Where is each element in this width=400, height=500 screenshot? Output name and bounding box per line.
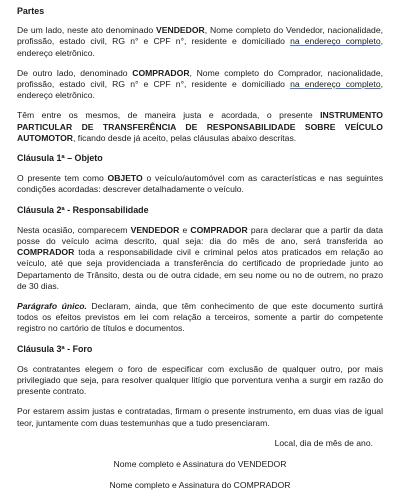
paragraph-instrumento: Têm entre os mesmos, de maneira justa e acordada, o presente INSTRUMENTO PARTICULAR DE TRANSFERÊNCIA DE RESPONSABILIDADE SOBRE VEÍCULO AUTOMOTOR, ficando desde já aceito, pelas cláusulas abaixo descritas. <box>17 110 383 143</box>
paragraph-closing: Por estarem assim justas e contratadas, firmam o presente instrumento, em duas vias de igual teor, juntamente com duas testemunhas que a tudo presenciaram. <box>17 406 383 428</box>
section-heading-partes: Partes <box>17 6 45 16</box>
paragraph-comprador: De outro lado, denominado COMPRADOR, Nome completo do Comprador, nacionalidade, profissão, estado civil, RG n° e CPF n°, residente e domiciliado na endereço completo, endereço eletrônico. <box>17 67 383 101</box>
local-date-line: Local, dia de mês de ano. <box>274 437 373 448</box>
paragraph-clausula-2: Nesta ocasião, comparecem VENDEDOR e COMPRADOR para declarar que a partir da data posse do veículo acima descrito, qual seja: dia do mês de ano, será transferida ao COMPRADOR toda a responsabilidade civil e criminal pelos atos praticados em relação ao veículo, até que seja providenciada a transferência do certificado de propriedade junto ao Departamento de Trânsito, desta ou de outra cidade, em seu nome ou no de outrem, no prazo de 30 dias. <box>17 224 383 291</box>
paragraph-paragrafo-unico: Parágrafo único. Declaram, ainda, que têm conhecimento de que este documento surtirá todos os efeitos previstos em lei com relação a terceiros, somente a partir do competente registro no cartório de títulos e documentos. <box>17 301 383 334</box>
term-vendedor: VENDEDOR <box>156 25 205 36</box>
spellcheck-underline: na endereço completo <box>290 36 381 47</box>
section-heading-clausula-2: Cláusula 2ª - Responsabilidade <box>17 204 149 215</box>
spellcheck-underline: na endereço completo <box>290 79 381 90</box>
term-instrumento: INSTRUMENTO PARTICULAR DE TRANSFERÊNCIA DE RESPONSABILIDADE SOBRE VEÍCULO AUTOMOTOR <box>17 110 383 143</box>
paragraph-clausula-3: Os contratantes elegem o foro de especificar com exclusão de qualquer outro, por mais privilegiado que seja, para resolver qualquer litígio que porventura venha a surgir em razão do presente contrato. <box>17 363 383 397</box>
signature-vendedor: Nome completo e Assinatura do VENDEDOR <box>113 459 287 470</box>
term-comprador: COMPRADOR <box>132 67 190 78</box>
signature-comprador: Nome completo e Assinatura do COMPRADOR <box>109 480 291 491</box>
term-objeto: OBJETO <box>107 173 143 184</box>
section-heading-clausula-3: Cláusula 3ª - Foro <box>17 343 93 354</box>
section-heading-clausula-1: Cláusula 1ª – Objeto <box>17 153 103 164</box>
paragraph-clausula-1: O presente tem como OBJETO o veículo/automóvel com as características e nas seguintes condições acordadas: descrever detalhadamente o veículo. <box>17 173 383 195</box>
paragraph-vendedor: De um lado, neste ato denominado VENDEDOR, Nome completo do Vendedor, nacionalidade, profissão, estado civil, RG n° e CPF n°, residente e domiciliado na endereço completo, endereço eletrônico. <box>17 25 383 58</box>
term-paragrafo-unico: Parágrafo único. <box>17 301 87 312</box>
